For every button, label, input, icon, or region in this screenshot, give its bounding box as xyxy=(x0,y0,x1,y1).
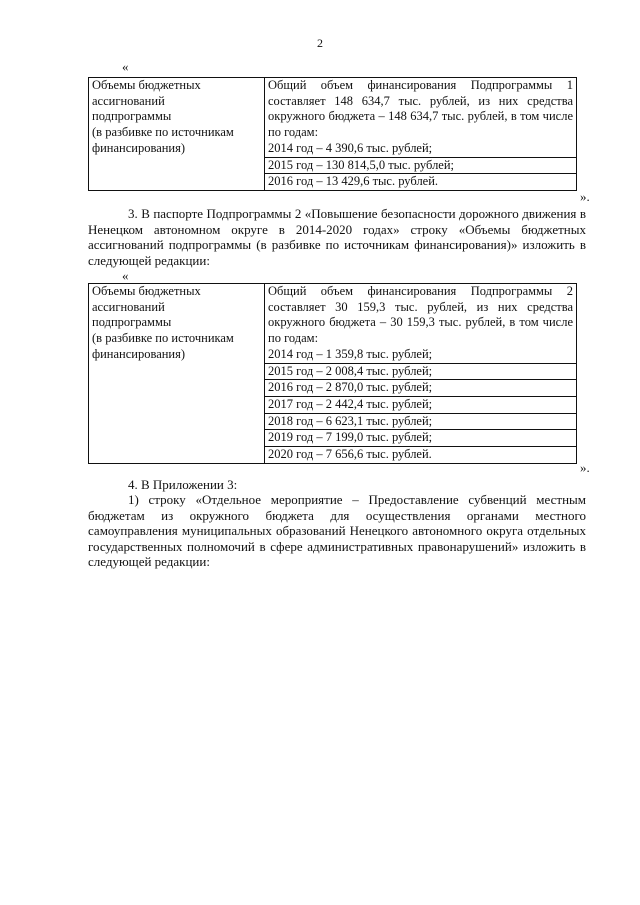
label-line: (в разбивке по источникам xyxy=(92,125,234,140)
funding-table-2 xyxy=(88,283,577,464)
year-line: 2019 год – 7 199,0 тыс. рублей; xyxy=(265,429,576,446)
closing-quote: ». xyxy=(580,460,590,475)
page-number: 2 xyxy=(317,36,323,50)
funding-label-cell xyxy=(89,78,265,191)
funding-label-cell xyxy=(89,284,265,464)
funding-total-text: Общий объем финансирования Подпрограммы 1 составляет 148 634,7 тыс. рублей, из них средства окружного бюджета – 148 634,7 тыс. рублей, в том числе по годам: xyxy=(268,78,573,140)
label-line: финансирования) xyxy=(92,346,186,361)
funding-value-cell xyxy=(265,78,577,191)
label-line: ассигнований xyxy=(92,299,165,314)
paragraph-3: 3. В паспорте Подпрограммы 2 «Повышение безопасности дорожного движения в Ненецком автономном округе в 2014-2020 годах» строку «Объемы бюджетных ассигнований подпрограммы (в разбивке по источникам финансирования)» изложить в следующей редакции: xyxy=(88,206,586,268)
label-line: (в разбивке по источникам xyxy=(92,331,234,346)
year-line: 2017 год – 2 442,4 тыс. рублей; xyxy=(265,396,576,413)
year-line: 2015 год – 2 008,4 тыс. рублей; xyxy=(265,363,576,380)
funding-value-cell xyxy=(265,284,577,464)
opening-quote: « xyxy=(122,268,129,283)
label-line: подпрограммы xyxy=(92,315,172,330)
funding-table-1 xyxy=(88,77,577,191)
label-line: Объемы бюджетных xyxy=(92,284,201,298)
paragraph-4: 4. В Приложении 3: xyxy=(128,477,238,492)
year-line: 2016 год – 13 429,6 тыс. рублей. xyxy=(265,173,576,190)
year-line: 2014 год – 4 390,6 тыс. рублей; xyxy=(268,140,433,155)
funding-total-text: Общий объем финансирования Подпрограммы 2 составляет 30 159,3 тыс. рублей, из них средства окружного бюджета – 30 159,3 тыс. рублей, в том числе по годам: xyxy=(268,284,573,346)
year-line: 2018 год – 6 623,1 тыс. рублей; xyxy=(265,413,576,430)
paragraph-4-1: 1) строку «Отдельное мероприятие – Предоставление субвенций местным бюджетам из окружного бюджета для осуществления органами местного самоуправления муниципальных образований Ненецкого автономного округа отдельных государственных полномочий в сфере административных правонарушений» изложить в следующей редакции: xyxy=(88,492,586,569)
closing-quote: ». xyxy=(580,189,590,204)
year-line: 2014 год – 1 359,8 тыс. рублей; xyxy=(268,346,433,361)
year-line: 2020 год – 7 656,6 тыс. рублей. xyxy=(265,446,576,463)
opening-quote: « xyxy=(122,59,129,74)
year-line: 2015 год – 130 814,5,0 тыс. рублей; xyxy=(265,157,576,174)
label-line: финансирования) xyxy=(92,140,186,155)
label-line: ассигнований xyxy=(92,93,165,108)
label-line: Объемы бюджетных xyxy=(92,78,201,92)
year-line: 2016 год – 2 870,0 тыс. рублей; xyxy=(265,379,576,396)
label-line: подпрограммы xyxy=(92,109,172,124)
